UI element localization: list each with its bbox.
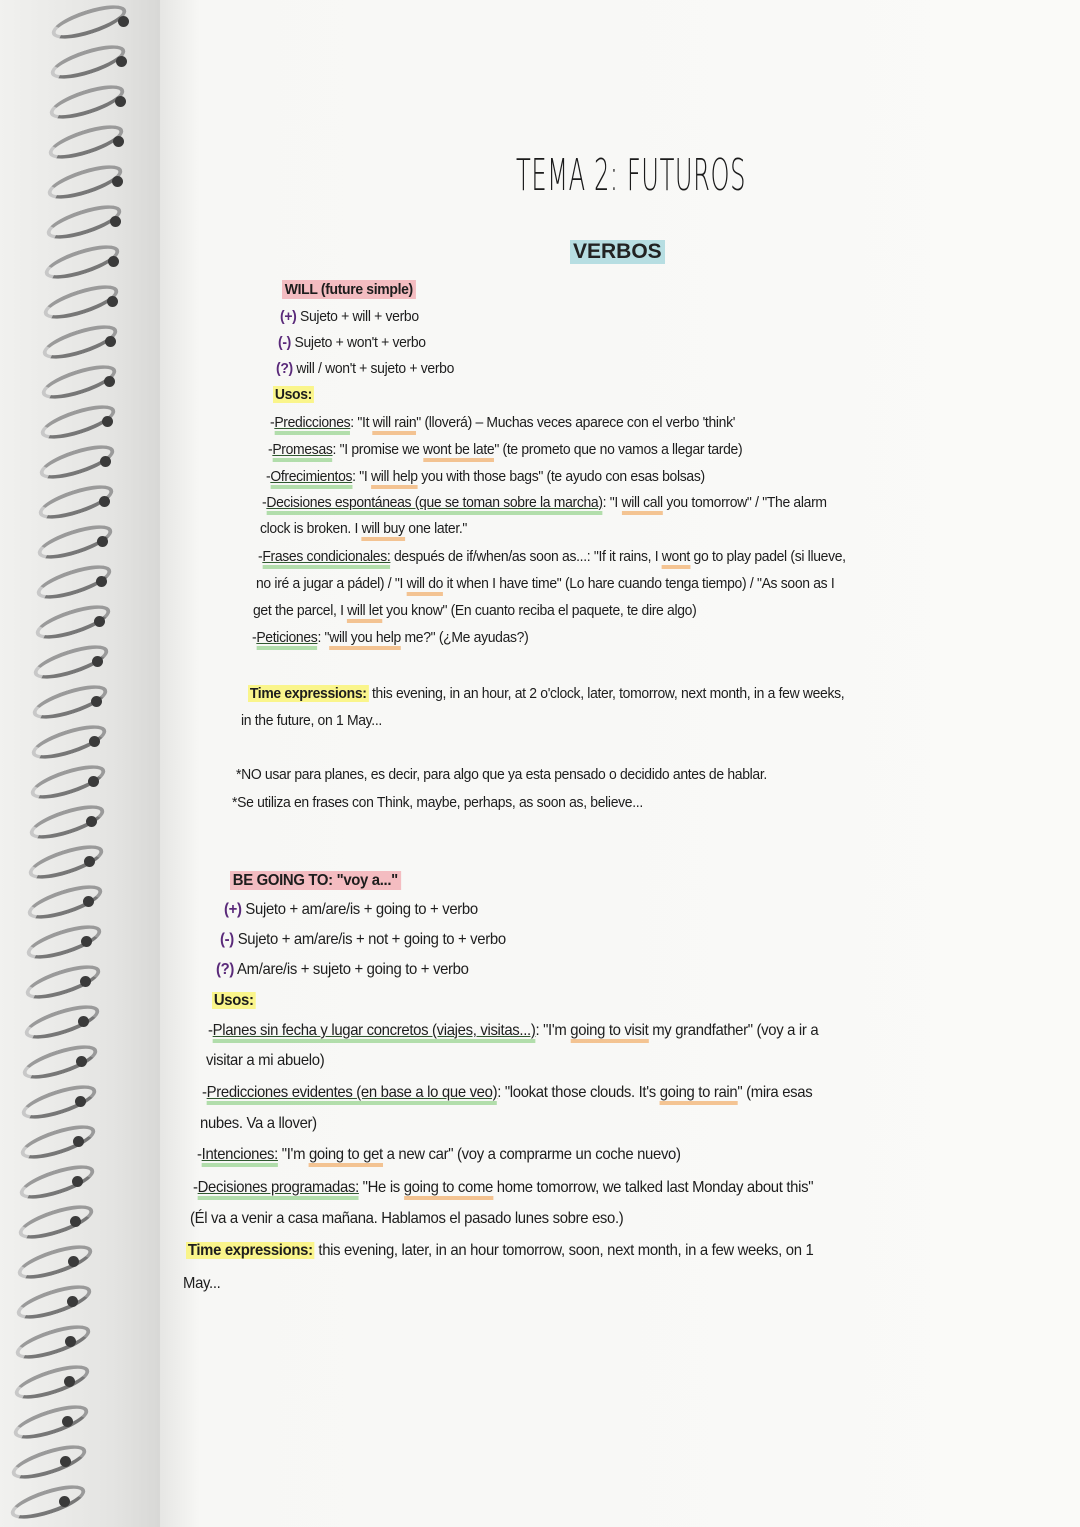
note-line (256, 575, 834, 592)
note-text: (-) (220, 931, 234, 948)
underlined-term: Predicciones evidentes (en base a lo que veo) (207, 1084, 498, 1105)
punch-hole (72, 1176, 83, 1187)
punch-hole (70, 1216, 81, 1227)
note-text: - (208, 1022, 213, 1039)
note-text: (-) (278, 334, 291, 351)
highlighted-example: will buy (362, 520, 405, 541)
note-line (186, 1242, 813, 1260)
binding-ring (22, 959, 104, 1006)
note-line (183, 1275, 220, 1293)
note-line (206, 1052, 324, 1070)
note-text: May... (183, 1275, 221, 1292)
punch-hole (73, 1136, 84, 1147)
highlighted-heading: BE GOING TO: "voy a..." (230, 871, 401, 890)
binding-ring (12, 1319, 94, 1366)
note-text: : "I'm (535, 1022, 571, 1039)
note-text: - (193, 1179, 198, 1196)
note-text: Sujeto + won't + verbo (290, 334, 426, 351)
note-text: this evening, in an hour, at 2 o'clock, later, tomorrow, next month, in a few weeks, (368, 685, 845, 702)
highlighted-example: will rain (373, 414, 417, 435)
note-text: - (270, 414, 275, 431)
punch-hole (80, 976, 91, 987)
punch-hole (92, 656, 103, 667)
note-line (212, 992, 255, 1010)
note-line (241, 712, 382, 729)
note-text: "He is (358, 1179, 404, 1196)
underlined-term: Decisiones programadas: (198, 1179, 359, 1200)
punch-hole (108, 256, 119, 267)
punch-hole (102, 416, 113, 427)
note-line (232, 794, 643, 811)
note-text: (Él va a venir a casa mañana. Hablamos el pasado lunes sobre eso.) (190, 1210, 624, 1227)
note-text: : "I promise we (332, 441, 423, 458)
punch-hole (118, 16, 129, 27)
punch-hole (96, 576, 107, 587)
note-text: : "I (602, 494, 622, 511)
highlighted-example: going to visit (570, 1022, 648, 1043)
binding-ring (10, 1399, 92, 1446)
note-text: this evening, later, in an hour tomorrow, soon, next month, in a few weeks, on 1 (314, 1242, 814, 1259)
highlighted-heading: Time expressions: (249, 685, 367, 702)
note-line (282, 281, 416, 298)
note-line (248, 685, 844, 702)
note-text: you tomorrow" / "The alarm (662, 494, 827, 511)
note-text: : "It (350, 414, 373, 431)
note-text: " (lloverá) – Muchas veces aparece con el verbo 'think' (416, 414, 736, 431)
punch-hole (115, 96, 126, 107)
punch-hole (97, 536, 108, 547)
binding-ring (23, 919, 105, 966)
punch-hole (113, 136, 124, 147)
underlined-term: Decisiones espontáneas (que se toman sobre la marcha) (266, 494, 602, 515)
note-text: - (197, 1146, 202, 1163)
highlighted-example: will you help (329, 629, 401, 650)
note-text: "I'm (277, 1146, 309, 1163)
binding-ring (16, 1159, 98, 1206)
note-line (224, 901, 478, 919)
note-line (268, 441, 742, 458)
punch-hole (116, 56, 127, 67)
note-text: Sujeto + am/are/is + not + going to + verbo (233, 931, 506, 948)
note-text: no iré a jugar a pádel) / "I (256, 575, 407, 592)
note-line (253, 602, 696, 619)
note-line (252, 629, 528, 646)
note-text: it when I have time" (Lo hare cuando tenga tiempo) / "As soon as I (443, 575, 835, 592)
note-text: will / won't + sujeto + verbo (292, 360, 455, 377)
highlighted-example: wont (662, 548, 690, 569)
punch-hole (62, 1416, 73, 1427)
binding-ring (20, 1039, 102, 1086)
note-text: visitar a mi abuelo) (206, 1052, 325, 1069)
punch-hole (107, 296, 118, 307)
note-line (280, 308, 419, 325)
note-text: : "I (352, 468, 371, 485)
highlighted-heading: Usos: (213, 992, 254, 1009)
binding-ring (18, 1079, 100, 1126)
punch-hole (88, 776, 99, 787)
note-line (190, 1210, 623, 1228)
binding-ring (11, 1359, 93, 1406)
punch-hole (94, 616, 105, 627)
binding-ring (7, 1479, 89, 1526)
note-text: me?" (¿Me ayudas?) (400, 629, 529, 646)
highlighted-example: will call (622, 494, 663, 515)
note-text: clock is broken. I (260, 520, 362, 537)
underlined-term: Predicciones (274, 414, 350, 435)
binding-ring (9, 1439, 91, 1486)
punch-hole (67, 1296, 78, 1307)
binding-ring (13, 1279, 95, 1326)
note-line (193, 1179, 813, 1197)
spiral-binding (0, 0, 160, 1527)
punch-hole (105, 336, 116, 347)
note-text: " (mira esas (737, 1084, 813, 1101)
underlined-term: Promesas (272, 441, 332, 462)
punch-hole (100, 456, 111, 467)
note-text: - (202, 1084, 207, 1101)
note-line (220, 931, 506, 949)
punch-hole (78, 1016, 89, 1027)
note-text: nubes. Va a llover) (200, 1115, 317, 1132)
punch-hole (112, 176, 123, 187)
note-line (202, 1084, 812, 1102)
punch-hole (83, 896, 94, 907)
punch-hole (75, 1096, 86, 1107)
note-text: - (258, 548, 263, 565)
note-text: one later." (404, 520, 468, 537)
note-text: Sujeto + am/are/is + going to + verbo (241, 901, 478, 918)
punch-hole (110, 216, 121, 227)
note-text: " (te prometo que no vamos a llegar tarde) (494, 441, 743, 458)
section-heading: VERBOS (570, 240, 665, 264)
note-text: go to play padel (si llueve, (689, 548, 846, 565)
note-text: (+) (280, 308, 297, 325)
note-line (262, 494, 827, 511)
punch-hole (86, 816, 97, 827)
note-text: después de if/when/as soon as...: "If it rains, I (390, 548, 662, 565)
binding-ring (21, 999, 103, 1046)
binding-ring (15, 1199, 97, 1246)
punch-hole (76, 1056, 87, 1067)
note-text: (+) (224, 901, 242, 918)
underlined-term: Peticiones (256, 629, 317, 650)
note-line (197, 1146, 681, 1164)
note-text: - (252, 629, 257, 646)
note-text: *NO usar para planes, es decir, para algo que ya esta pensado o decidido antes de hablar. (236, 766, 767, 783)
highlighted-example: wont be late (423, 441, 494, 462)
note-text: : " (317, 629, 330, 646)
note-line (216, 961, 469, 979)
note-text: my grandfather" (voy a ir a (648, 1022, 819, 1039)
highlighted-heading: Usos: (274, 386, 313, 403)
note-line (258, 548, 846, 565)
note-text: - (268, 441, 273, 458)
underlined-term: Intenciones: (202, 1146, 278, 1167)
highlighted-heading: WILL (future simple) (282, 280, 416, 299)
note-text: (?) (276, 360, 293, 377)
note-text: you know" (En cuanto reciba el paquete, te dire algo) (382, 602, 697, 619)
punch-hole (104, 376, 115, 387)
note-line (278, 334, 426, 351)
highlighted-example: will do (407, 575, 443, 596)
binding-ring (14, 1239, 96, 1286)
note-text: in the future, on 1 May... (241, 712, 382, 729)
note-text: (?) (216, 961, 235, 978)
underlined-term: Frases condicionales: (262, 548, 390, 569)
punch-hole (99, 496, 110, 507)
note-text: *Se utiliza en frases con Think, maybe, perhaps, as soon as, believe... (232, 794, 643, 811)
note-text: home tomorrow, we talked last Monday about this" (492, 1179, 814, 1196)
highlighted-example: will let (347, 602, 382, 623)
highlighted-example: going to get (309, 1146, 383, 1167)
note-text: : "lookat those clouds. It's (497, 1084, 660, 1101)
note-text: you with those bags" (te ayudo con esas bolsas) (417, 468, 705, 485)
note-text: - (262, 494, 267, 511)
notebook-page (160, 0, 1080, 1527)
note-line (230, 872, 401, 890)
note-line (260, 520, 467, 537)
punch-hole (84, 856, 95, 867)
note-line (208, 1022, 818, 1040)
punch-hole (89, 736, 100, 747)
note-line (273, 386, 314, 403)
note-line (266, 468, 705, 485)
note-text: Sujeto + will + verbo (296, 308, 419, 325)
punch-hole (64, 1376, 75, 1387)
page-title: TEMA 2: FUTUROS (516, 150, 747, 201)
punch-hole (81, 936, 92, 947)
note-line (236, 766, 767, 783)
punch-hole (91, 696, 102, 707)
binding-ring (17, 1119, 99, 1166)
highlighted-example: going to rain (660, 1084, 738, 1105)
note-line (200, 1115, 317, 1133)
note-line (276, 360, 454, 377)
note-line (270, 414, 735, 431)
note-text: - (266, 468, 271, 485)
note-text: a new car" (voy a comprarme un coche nuevo) (382, 1146, 681, 1163)
note-text: get the parcel, I (253, 602, 348, 619)
underlined-term: Ofrecimientos (270, 468, 352, 489)
note-text: Am/are/is + sujeto + going to + verbo (234, 961, 469, 978)
punch-hole (59, 1496, 70, 1507)
highlighted-heading: Time expressions: (187, 1242, 313, 1259)
highlighted-example: going to come (404, 1179, 493, 1200)
underlined-term: Planes sin fecha y lugar concretos (viajes, visitas...) (213, 1022, 536, 1043)
highlighted-example: will help (371, 468, 418, 489)
